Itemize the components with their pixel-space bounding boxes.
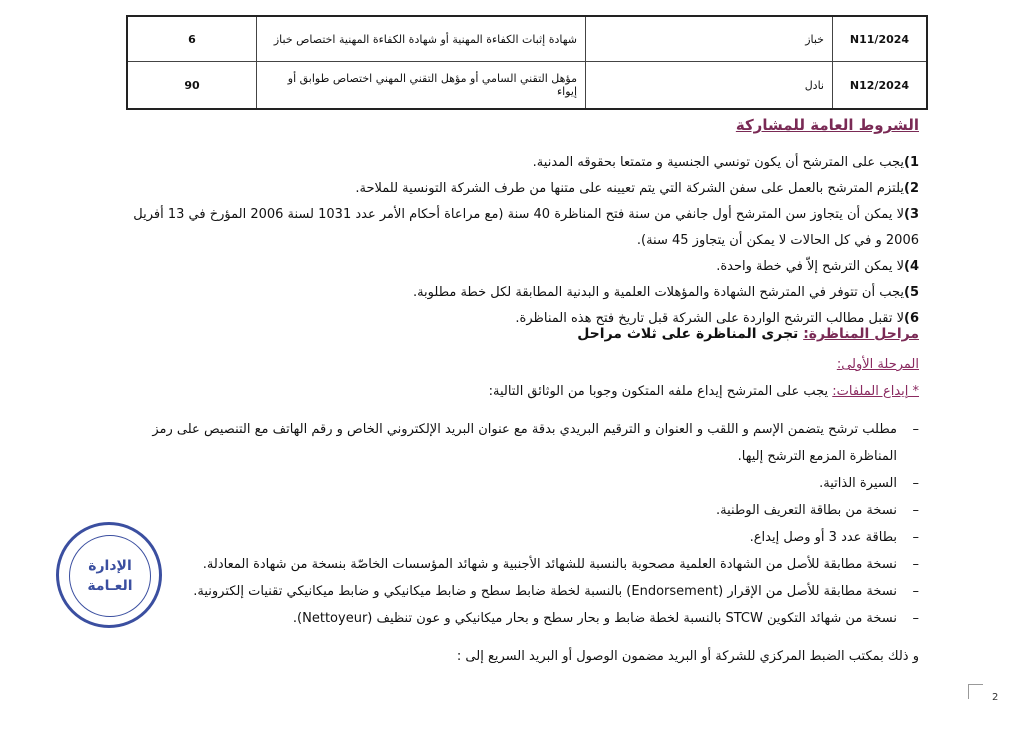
condition-number: 5) <box>904 285 919 300</box>
condition-text: يجب أن تتوفر في المترشح الشهادة والمؤهلات العلمية و البدنية المطابقة لكل خطة مطلوبة. <box>412 285 904 300</box>
condition-item <box>99 280 919 306</box>
page-corner-mark <box>968 684 983 699</box>
condition-number: 4) <box>904 259 919 274</box>
condition-item <box>99 254 919 280</box>
condition-number: 3) <box>904 207 919 222</box>
stages-text: تجرى المناظرة على ثلاث مراحل <box>577 326 799 342</box>
conditions-list <box>99 150 919 332</box>
condition-item <box>99 176 919 202</box>
job-title: خباز <box>586 16 833 62</box>
contest-code: N12/2024 <box>833 62 928 110</box>
condition-text: لا تقبل مطالب الترشح الواردة على الشركة قبل تاريخ فتح هذه المناظرة. <box>515 311 904 326</box>
positions-count: 6 <box>127 16 257 62</box>
page-number: 2 <box>992 692 999 703</box>
job-title: نادل <box>586 62 833 110</box>
condition-text: يجب على المترشح أن يكون تونسي الجنسية و متمتعا بحقوقه المدنية. <box>532 155 904 170</box>
general-conditions-heading: الشروط العامة للمشاركة <box>735 116 919 134</box>
contest-code: N11/2024 <box>833 16 928 62</box>
condition-number: 1) <box>904 155 919 170</box>
files-label: * إيداع الملفات: <box>832 384 919 399</box>
condition-text: يلتزم المترشح بالعمل على سفن الشركة التي يتم تعيينه على متنها من طرف الشركة التونسية للملاحة. <box>355 181 904 196</box>
phase-one-heading: المرحلة الأولى: <box>836 357 919 372</box>
condition-number: 6) <box>904 311 919 326</box>
list-item: – نسخة مطابقة للأصل من الإقرار (Endorsement) بالنسبة لخطة ضابط سطح و ضابط ميكانيكي و ضابط ميكانيكي تقنيات إلكترونية. <box>109 578 919 605</box>
stamp-center <box>69 535 151 617</box>
submission-closing: و ذلك بمكتب الضبط المركزي للشركة أو البريد مضمون الوصول أو البريد السريع إلى : <box>456 649 919 664</box>
list-item: – نسخة من بطاقة التعريف الوطنية. <box>109 497 919 524</box>
stamp-line: العـامة <box>87 578 133 594</box>
condition-text: لا يمكن الترشح إلاّ في خطة واحدة. <box>716 259 904 274</box>
condition-item <box>99 202 919 254</box>
files-text: يجب على المترشح إيداع ملفه المتكون وجوبا من الوثائق التالية: <box>488 384 829 399</box>
condition-item <box>99 150 919 176</box>
condition-text: لا يمكن أن يتجاوز سن المترشح أول جانفي من سنة فتح المناظرة 40 سنة (مع مراعاة أحكام الأمر عدد 1031 لسنة 2006 المؤرخ في 13 أفريل 2006 و في كل الحالات لا يمكن أن يتجاوز 45 سنة). <box>133 207 919 248</box>
positions-table <box>126 15 928 110</box>
list-item: – نسخة من شهائد التكوين STCW بالنسبة لخطة ضابط و بحار سطح و بحار ميكانيكي و عون تنظيف (Nettoyeur). <box>109 605 919 632</box>
file-submission <box>489 384 919 399</box>
required-diploma: مؤهل التقني السامي أو مؤهل التقني المهني اختصاص طوابق أو إيواء <box>257 62 586 110</box>
list-item: – نسخة مطابقة للأصل من الشهادة العلمية مصحوبة بالنسبة للشهائد الأجنبية و شهائد المؤسسات الخاصّة بنسخة من شهادة المعادلة. <box>109 551 919 578</box>
table-row <box>127 16 927 62</box>
table-row <box>127 62 927 110</box>
list-item: – مطلب ترشح يتضمن الإسم و اللقب و العنوان و الترقيم البريدي بدقة مع عنوان البريد الإلكتروني الخاص و رقم الهاتف مع التنصيص على رمز المناظرة المزمع الترشح إليها. <box>109 416 919 470</box>
condition-number: 2) <box>904 181 919 196</box>
stamp-line: الإدارة <box>88 558 132 574</box>
list-item: – بطاقة عدد 3 أو وصل إيداع. <box>109 524 919 551</box>
positions-count: 90 <box>127 62 257 110</box>
required-diploma: شهادة إثبات الكفاءة المهنية أو شهادة الكفاءة المهنية اختصاص خباز <box>257 16 586 62</box>
contest-stages <box>577 326 919 342</box>
required-documents-list <box>109 416 919 632</box>
stages-label: مراحل المناظرة: <box>803 326 919 342</box>
list-item: – السيرة الذاتية. <box>109 470 919 497</box>
official-stamp <box>56 522 162 628</box>
